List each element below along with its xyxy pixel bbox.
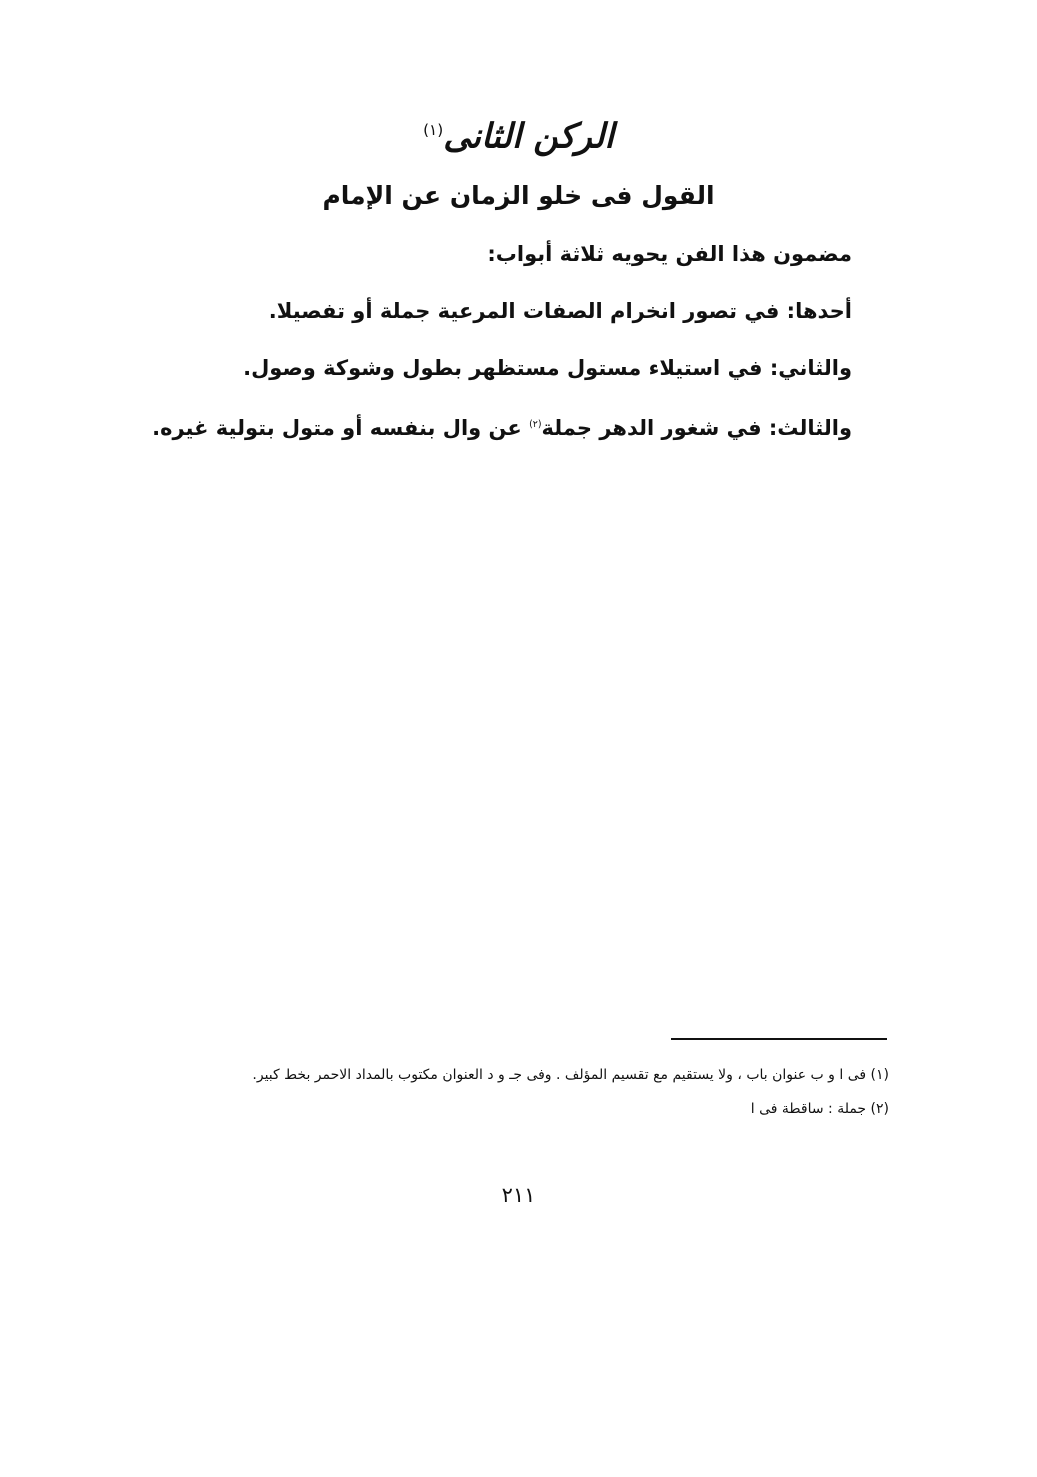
footnote-1: (١) فى ا و ب عنوان باب ، ولا يستقيم مع تقسيم المؤلف . وفى جـ و د العنوان مكتوب بالمداد الاحمر بخط كبير. [252,1067,889,1083]
chapter-one-line: أحدها: في تصور انخرام الصفات المرعية جملة أو تفصيلا. [268,299,852,323]
body-text [152,232,852,460]
footnote-2: (٢) جملة : ساقطة فى ا [750,1101,889,1117]
chapter-three-text-start: والثالث: في شغور الدهر جملة [541,416,852,440]
footnote-divider [671,1038,887,1040]
footnote-marker-1: (١) [423,121,444,139]
section-title [0,108,1037,158]
chapter-three-text-end: عن وال بنفسه أو متول بتولية غيره. [152,416,530,440]
intro-line: مضمون هذا الفن يحويه ثلاثة أبواب: [487,242,852,266]
chapter-two-line: والثاني: في استيلاء مستول مستظهر بطول وشوكة وصول. [243,356,852,380]
footnotes [177,1058,889,1126]
page-number: ٢١١ [501,1183,536,1207]
section-subtitle: القول فى خلو الزمان عن الإمام [322,181,715,210]
footnote-marker-2: (٢) [529,419,542,430]
section-title-text: الركن الثانى [443,116,614,157]
chapter-three-line [152,403,852,460]
